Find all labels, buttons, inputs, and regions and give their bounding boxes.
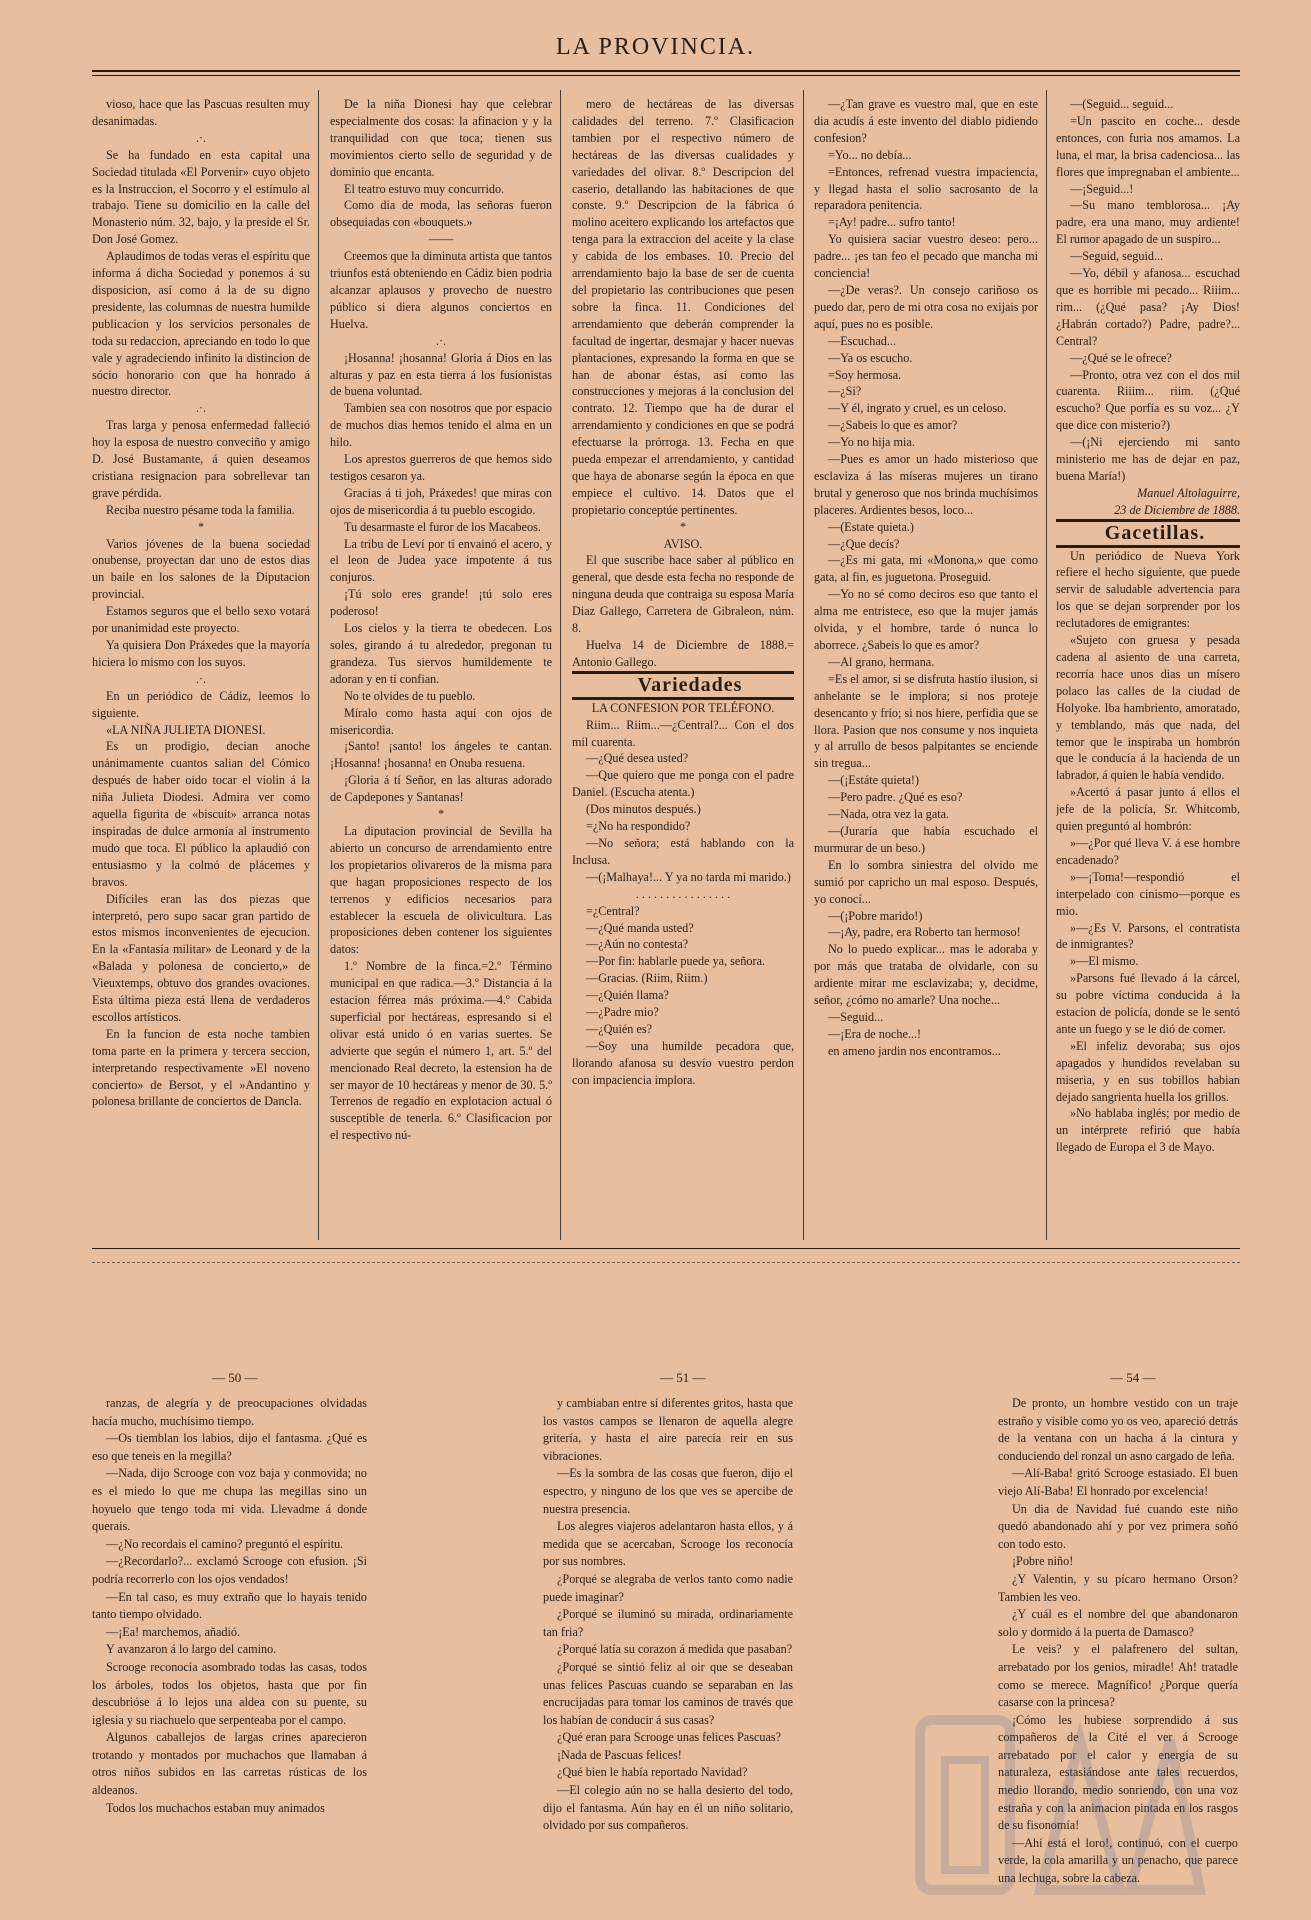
paragraph: mero de hectáreas de las diversas calidades del terreno. 7.º Clasificacion tambien por el respectivo número de hectáreas de las diversas cualidades y variedades del olivar. 8.º Descripcion del caserio, detallando las habitaciones de que conste. 9.º Descripcion de la fábrica ó molino aceitero explicando los artefactos que tenga para la extraccion del aceite y la clase y cabida de los embases. 10. Precio del arrendamiento bajo la base de ser de cuenta del propietario las contribuciones que pesen sobre la finca. 11. Condiciones del arrendamiento que deberán comprender la facultad de ingertar, desmajar y hacer nuevas plantaciones, expresando la forma en que se han de abonar éstas, así como las construcciones y mejoras á la conclusion del contrato. 12. Tiempo que ha de durar el arrendamiento y condiciones en que se podrá efectuarse la prórroga. 13. Fecha en que pueda empezar el arrendamiento, y cantidad que haya de abonarse según la época en que empiece el cultivo. 14. Datos que el propietario conceptúe pertinentes.	[572, 97, 794, 517]
paragraph: »—¿Es V. Parsons, el contratista de inmigrantes?	[1056, 920, 1240, 952]
paragraph: —¿Qué se le ofrece?	[1070, 350, 1172, 365]
paragraph: ¡Hosanna! ¡hosanna! Gloria á Dios en las alturas y paz en esta tierra á los fusionistas de buena voluntad.	[330, 350, 552, 399]
paragraph: De pronto, un hombre vestido con un traje estraño y visible como yo os veo, apareció detrás de la ventana con un hacha á la cintura y conduciendo del ronzal un asno cargado de leña.	[998, 1396, 1238, 1463]
folletin-left	[92, 1395, 367, 1885]
paragraph: No te olvides de tu pueblo.	[344, 688, 476, 703]
paragraph: »—¡Toma!—respondió el interpelado con cinismo—porque es mio.	[1056, 869, 1240, 918]
paragraph: AVISO.	[663, 536, 703, 551]
paragraph: Los alegres viajeros adelantaron hasta ellos, y á medida que se acercaban, Scrooge los reconocía por sus nombres.	[543, 1519, 793, 1569]
paragraph: ¿Qué bien le había reportado Navidad?	[557, 1765, 748, 1780]
paragraph: »—¿Por qué lleva V. á ese hombre encadenado?	[1056, 835, 1240, 867]
column-divider	[318, 90, 319, 1240]
paragraph: —(¡Ni ejerciendo mi santo ministerio me has de dejar en paz, buena María!)	[1056, 435, 1240, 483]
paragraph: —Seguid...	[828, 1009, 884, 1024]
paragraph: Algunos caballejos de largas crines aparecieron trotando y montados por muchachos que llamaban á otros niños subidos en las carretas rústicas de los aldeanos.	[92, 1730, 367, 1798]
paragraph: ¿Porqué se iluminó su mirada, ordinariamente tan fria?	[543, 1607, 793, 1639]
paragraph: —¡Era de noche...!	[828, 1026, 922, 1041]
paragraph: —Y él, ingrato y cruel, es un celoso.	[828, 401, 1007, 416]
paragraph: Estamos seguros que el bello sexo votará por unanimidad este proyecto.	[92, 604, 310, 636]
paragraph: —¿Recordarlo?... exclamó Scrooge con efusion. ¡Si podría recorrerlo con los ojos vendados!	[92, 1554, 367, 1586]
paragraph: —¡Seguid...!	[1070, 181, 1134, 196]
page-number-left: — 50 —	[212, 1370, 258, 1385]
paragraph: ¡Gloria á tí Señor, en las alturas adorado de Capdepones y Santanas!	[330, 773, 552, 805]
paragraph: »Acertó á pasar junto á ellos el jefe de la policía, Sr. Whitcomb, quien preguntó al hombrón:	[1056, 785, 1240, 834]
section-heading: Gacetillas.	[1056, 519, 1240, 548]
paragraph: —(¡Malhaya!... Y ya no tarda mi marido.)	[586, 869, 791, 884]
paragraph: ¿Y Valentin, y su pícaro hermano Orson? Tambien les veo.	[998, 1571, 1238, 1604]
paragraph: —Alí-Baba! gritó Scrooge estasiado. El buen viejo Alí-Baba! El honrado por excelencia!	[998, 1466, 1238, 1498]
paragraph: Difíciles eran las dos piezas que interpretó, pero supo sacar gran partido de estos mismos inconvenientes de ejecucion. En la «Fantasía militar» de Leonard y de la «Balada y polonesa de concierto,» de Vieuxtemps, obtuvo dos grandes ovaciones. Esta última pieza está llena de verdaderos escollos artísticos.	[92, 891, 310, 1024]
column-divider	[560, 90, 561, 1240]
paragraph: .·.	[195, 671, 207, 686]
paragraph: =¡Ay! padre... sufro tanto!	[828, 215, 956, 230]
paragraph: ¡Nada de Pascuas felices!	[557, 1747, 682, 1762]
paragraph: Le veis? y el palafrenero del sultan, arrebatado por los genios, miradle! Ah! tratadle como se merece. Magnífico! ¿Porque quería casarse con la princesa?	[998, 1642, 1238, 1710]
paragraph: Los cielos y la tierra te obedecen. Los soles, girando á tu alrededor, pregonan tu grandeza. Tus siervos humildemente te adoran y en tí confian.	[330, 621, 552, 686]
paragraph: —(¡Estáte quieta!)	[828, 773, 920, 788]
paragraph: ¿Qué eran para Scrooge unas felices Pascuas?	[557, 1730, 782, 1745]
paragraph: »No hablaba inglés; por medio de un intérprete refirió que había llegado de Europa el 3 de Mayo.	[1056, 1106, 1240, 1155]
paragraph: Aplaudimos de todas veras el espíritu que informa á dicha Sociedad y ponemos á su disposicion, así como á la de su digno presidente, las columnas de nuestra humilde publicacion y los servicios personales de toda su redaccion, apreciando en todo lo que vale y agradeciendo infinito la distincion de sócio honorario con que ha honrado á nuestro director.	[92, 249, 310, 399]
paragraph: —¿Es mi gata, mi «Monona,» que como gata, al fin, es juguetona. Proseguid.	[814, 553, 1038, 585]
paragraph: En un periódico de Cádiz, leemos lo siguiente.	[92, 688, 310, 720]
paragraph: ¡Tú solo eres grande! ¡tú solo eres poderoso!	[330, 587, 552, 619]
paragraph: Tu desarmaste el furor de los Macabeos.	[344, 519, 541, 534]
paragraph: Yo quisiera saciar vuestro deseo: pero... padre... ¡es tan feo el pecado que mancha mi conciencia!	[814, 232, 1038, 281]
paragraph: Ya quisiera Don Práxedes que la mayoría hiciera lo mismo con los suyos.	[92, 638, 310, 669]
masthead-rule	[92, 70, 1240, 76]
paragraph: LA CONFESION POR TELÉFONO.	[591, 700, 775, 715]
column-4	[814, 96, 1038, 1236]
paragraph: —Por fin: hablarle puede ya, señora.	[586, 954, 766, 969]
paragraph: «LA NIÑA JULIETA DIONESI.	[106, 722, 266, 737]
paragraph: —¿De veras?. Un consejo cariñoso os puedo dar, pero de mi otra cosa no exijais por aquí, pues no es posible.	[814, 282, 1038, 331]
paragraph: »—El mismo.	[1070, 954, 1139, 969]
paragraph: *	[437, 807, 445, 822]
paragraph: —¿Que decís?	[828, 536, 900, 551]
paragraph: »El infeliz devoraba; sus ojos apagados y hundidos revelaban su miseria, y en sus tobillos habian dejado sangrienta huella los grillos.	[1056, 1038, 1240, 1104]
paragraph: Scrooge reconocía asombrado todas las casas, todos los árboles, todos los objetos, hasta que por fin descubrióse á lo lejos una aldea con su puente, su iglesia y su riachuelo que serpenteaba por el campo.	[92, 1659, 367, 1727]
paragraph: La diputacion provincial de Sevilla ha abierto un concurso de arrendamiento entre los propietarios olivareros de la misma para que hagan proposiciones respecto de los terrenos y edificios necesarios para establecer la escuela de olivicultura. Las proposiciones deben contener los siguientes datos:	[330, 823, 552, 957]
paragraph: —¿Qué desea usted?	[586, 751, 689, 766]
paragraph: .·.	[195, 401, 207, 416]
paragraph: —¿Padre mio?	[586, 1005, 659, 1020]
paragraph: «Sujeto con gruesa y pesada cadena al asiento de una carreta, recorría hace unos dias un mísero polaco las calles de la ciudad de Holyoke. Iba hambriento, amoratado, y temblando, más que nada, del temor que le inspiraba un hombrón que le conducía á la hacienda de un labrador, á quien le había vendido.	[1056, 633, 1240, 783]
paragraph: —El colegio aún no se halla desierto del todo, dijo el fantasma. Aún hay en él un niño solitario, olvidado por sus compañeros.	[543, 1783, 793, 1833]
paragraph: *	[679, 519, 687, 534]
paragraph: —Pero padre. ¿Qué es eso?	[828, 790, 963, 805]
paragraph: .·.	[435, 333, 447, 348]
paragraph: —Ahí está el loro!, continuó, con el cuerpo verde, la cola amarilla y un penacho, que parece una lechuga, sobre la cabeza.	[998, 1835, 1238, 1885]
paragraph: vioso, hace que las Pascuas resulten muy desanimadas.	[92, 97, 310, 128]
paragraph: El que suscribe hace saber al público en general, que desde esta fecha no responde de ninguna deuda que contraiga su esposa María Diaz Gallego, Carretera de Gibraleon, núm. 8.	[572, 553, 794, 636]
paragraph: (Dos minutos después.)	[586, 802, 701, 817]
page-number-middle: — 51 —	[660, 1370, 706, 1385]
paragraph: ¡Santo! ¡santo! los ángeles te cantan. ¡Hosanna! ¡hosanna! en Onuba resuena.	[330, 739, 552, 771]
paragraph: —Yo no sé como deciros eso que tanto el alma me entristece, eso que la mujer jamás olvida, y el hombre, tarde ó nunca lo aborrece. ¿Sabeis lo que es amor?	[814, 587, 1038, 652]
paragraph: 23 de Diciembre de 1888.	[1114, 502, 1240, 517]
paragraph: =Entonces, refrenad vuestra impaciencia, y llegad hasta el solio sacrosanto de la reparadora penitencia.	[814, 164, 1038, 213]
paragraph: De la niña Dionesi hay que celebrar especialmente dos cosas: la afinacion y y la tranquilidad con que toca; tienen sus movimientos cierto sello de seguridad y de dominio que encanta.	[330, 97, 552, 179]
paragraph: —¿Quién es?	[586, 1021, 652, 1036]
paragraph: Todos los muchachos estaban muy animados	[106, 1800, 325, 1815]
paragraph: —(¡Pobre marido!)	[828, 908, 923, 923]
fold-line	[92, 1262, 1240, 1263]
paragraph: —Que quiero que me ponga con el padre Daniel. (Escucha atenta.)	[572, 768, 794, 800]
paragraph: En lo sombra siniestra del olvido me sumió por capricho un mal esposo. Después, yo conocí...	[814, 857, 1038, 906]
paragraph: Un dia de Navidad fué cuando este niño quedó abandonado ahí y por vez primera soñó con todo esto.	[998, 1501, 1238, 1551]
paragraph: Riim... Riim...—¿Central?... Con el dos mil cuarenta.	[572, 717, 794, 749]
paragraph: —¿Aún no contesta?	[586, 937, 689, 952]
paragraph: =Soy hermosa.	[828, 367, 902, 382]
paragraph: Es un prodigio, decian anoche unánimamente cuantos salian del Cómico después de haber oido tocar el violin á la niña Julieta Diodesi. Admira ver como aquella figurita de «biscuit» arranca notas inspiradas de dulce armonía al instrumento mudo que toca. El público la aplaudió con entusiasmo y la colmó de plácemes y bravos.	[92, 739, 310, 889]
paragraph: —Su mano temblorosa... ¡Ay padre, era una mano, muy ardiente! El rumor apagado de un suspiro...	[1056, 198, 1240, 247]
masthead: LA PROVINCIA.	[555, 34, 756, 60]
paragraph: —Yo no hija mia.	[828, 435, 915, 450]
paragraph: y cambiaban entre sí diferentes gritos, hasta que los vastos campos se llenaron de aquella alegre gritería, y hasta el aire parecía reir en sus vibraciones.	[543, 1396, 793, 1463]
page-number-right: — 54 —	[1110, 1370, 1156, 1385]
paragraph: En la funcion de esta noche tambien toma parte en la primera y tercera seccion, interpretando respectivamente »El noveno concierto» de Bersot, y el »Andantino y polonesa brillante de conciertos de Dancla.	[92, 1026, 310, 1109]
paragraph: —¿Sabeis lo que es amor?	[828, 418, 958, 433]
paragraph: Un periódico de Nueva York refiere el hecho siguiente, que puede servir de saludable advertencia para los que se dejan sorprender por los reclutadores de emigrantes:	[1056, 548, 1240, 631]
paragraph: =¿No ha respondido?	[586, 819, 691, 834]
paragraph: .·.	[195, 130, 207, 145]
paragraph: Y avanzaron á lo largo del camino.	[106, 1642, 277, 1657]
paragraph: ¿Y cuál es el nombre del que abandonaron solo y dormido á la puerta de Damasco?	[998, 1607, 1238, 1639]
paragraph: —En tal caso, es muy extraño que lo hayais tenido tanto tiempo olvidado.	[92, 1589, 367, 1622]
paragraph: ¡Pobre niño!	[1012, 1554, 1074, 1569]
paragraph: Huelva 14 de Diciembre de 1888.= Antonio Gallego.	[572, 638, 794, 669]
column-divider	[1046, 90, 1047, 1240]
column-3	[572, 96, 794, 1236]
paragraph: Gracias á ti joh, Práxedes! que miras con ojos de misericordia á tu pueblo escogido.	[330, 485, 552, 517]
paragraph: Míralo como hasta aquí con ojos de misericordia.	[330, 705, 552, 737]
paragraph: —¿Tan grave es vuestro mal, que en este dia acudís á este invento del diablo pidiendo confesion?	[814, 97, 1038, 145]
paragraph: —Soy una humilde pecadora que, llorando afanosa su desvío vuestro perdon con impaciencia implora.	[572, 1038, 794, 1087]
paragraph: . . . . . . . . . . . . . . . .	[635, 886, 731, 901]
paragraph: El teatro estuvo muy concurrido.	[344, 181, 505, 196]
paragraph: —Pronto, otra vez con el dos mil cuarenta. Riiim... riim. (¿Qué escucho? Que porfía es su voz... ¿Y que dice con misterio?)	[1056, 367, 1240, 433]
paragraph: Como dia de moda, las señoras fueron obsequiadas con «bouquets.»	[330, 198, 552, 230]
paragraph: »Parsons fué llevado á la cárcel, su pobre víctima conducida á la estacion de policía, donde se le sentó ante un fuego y se le dió de comer.	[1056, 971, 1240, 1036]
paragraph: —(Juraría que había escuchado el murmurar de un beso.)	[814, 823, 1038, 855]
paragraph: =Yo... no debía...	[828, 147, 912, 162]
paragraph: ¿Porqué latía su corazon á medida que pasaban?	[557, 1642, 793, 1657]
paragraph: ranzas, de alegría y de preocupaciones olvidadas hacía mucho, muchísimo tiempo.	[92, 1396, 367, 1428]
paragraph: —¿Qué manda usted?	[586, 920, 694, 935]
paragraph: —Gracias. (Riim, Riim.)	[586, 971, 708, 986]
paragraph: —No señora; está hablando con la Inclusa.	[572, 835, 794, 867]
paragraph: ¿Porqué se alegraba de verlos tanto como nadie puede imaginar?	[543, 1571, 793, 1604]
library-stamp-icon	[900, 1700, 1210, 1900]
paragraph: =Es el amor, si se disfruta hastío ilusion, si anhelante se le implora; si nos proteje desencanto y frío; si nos hiere, perfidia que se llora. Pasion que nos consume y nos inquieta y al arrullo de besos palpitantes se enciende sin tregua...	[814, 671, 1038, 771]
section-rule	[92, 1248, 1240, 1249]
paragraph: Varios jóvenes de la buena sociedad onubense, proyectan dar uno de estos dias un baile en los salones de la Diputacion provincial.	[92, 536, 310, 602]
paragraph: La tribu de Leví por tí envainó el acero, y el leon de Judea yace impotente á tus conjuros.	[330, 536, 552, 585]
column-1	[92, 96, 310, 1236]
folletin-middle	[543, 1395, 793, 1885]
paragraph: Tras larga y penosa enfermedad falleció hoy la esposa de nuestro conveciño y amigo D. José Bustamante, á quien deseamos cristiana resignacion para sobrellevar tan grave pérdida.	[92, 418, 310, 500]
column-5	[1056, 96, 1240, 1236]
paragraph: —(Seguid... seguid...	[1070, 97, 1174, 111]
paragraph: =Un pascito en coche... desde entonces, con furia nos amamos. La luna, el mar, la brisa cadenciosa... las flores que impregnaban el ambiente...	[1056, 113, 1240, 179]
paragraph: Se ha fundado en esta capital una Sociedad titulada «El Porvenir» cuyo objeto es la Instruccion, el Socorro y el estímulo al trabajo. Tiene su domicilio en la calle del Monasterio núm. 32, bajo, y la preside el Sr. Don José Gomez.	[92, 147, 310, 247]
paragraph: =¿Central?	[586, 903, 640, 918]
paragraph: —Nada, otra vez la gata.	[828, 807, 950, 822]
paragraph: 1.º Nombre de la finca.=2.º Término municipal en que radica.—3.º Distancia á la estacion férrea más próxima.—4.º Cabida superficial por hectáreas, espresando si el olivar está unido ó en varias suertes. Se advierte que según el número 1, art. 5.º del mencionado Real decreto, la estension ha de ser mayor de 10 hectáreas y menor de 30. 5.º Terrenos de regadío en explotacion actual ó susceptible de tenerla. 6.º Clasificacion por el respectivo nú-	[330, 959, 552, 1143]
paragraph: —¡Ea! marchemos, añadió.	[106, 1624, 241, 1639]
paragraph: —Es la sombra de las cosas que fueron, dijo el espectro, y ninguno de los que ves se apercibe de nuestra presencia.	[543, 1466, 793, 1516]
paragraph: Reciba nuestro pésame toda la familia.	[106, 502, 295, 517]
paragraph: —Ya os escucho.	[828, 350, 913, 365]
paragraph: —¡Ay, padre, era Roberto tan hermoso!	[828, 925, 1021, 940]
paragraph: Manuel Altolaguirre,	[1137, 485, 1240, 500]
paragraph: Los aprestos guerreros de que hemos sido testigos cesaron ya.	[330, 452, 552, 483]
paragraph: —Pues es amor un hado misterioso que esclaviza á las míseras mujeres un tirano brutal y generoso que nos brinda muchísimos placeres. Ardientes besos, loco...	[814, 452, 1038, 517]
paragraph: *	[197, 519, 205, 534]
paragraph: —Yo, débil y afanosa... escuchad que es horrible mi pecado... Riiim... rim... (¿Qué pasa? ¡Ay Dios! ¿Habrán cortado?) Padre, padre?... Central?	[1056, 266, 1240, 348]
column-divider	[803, 90, 804, 1240]
paragraph: —Escuchad...	[828, 333, 897, 348]
paragraph: —Os tiemblan los labios, dijo el fantasma. ¿Qué es eso que teneis en la megilla?	[92, 1431, 367, 1463]
section-heading: Variedades	[572, 671, 794, 700]
paragraph: ¡Cómo les hubiese sorprendido á sus compañeros de la Cité el ver á Scrooge arrebatado por el calor y energía de su naturaleza, estasiándose ante tales recuerdos, medio llorando, medio sonriendo, con una voz estraña y con la animacion pintada en los rasgos de su fisonomía!	[998, 1712, 1238, 1833]
paragraph: —¿Sí?	[828, 384, 862, 399]
paragraph: —Seguid, seguid...	[1070, 249, 1164, 264]
paragraph: —¿No recordais el camino? preguntó el espíritu.	[106, 1536, 344, 1551]
paragraph: Creemos que la diminuta artista que tantos triunfos está obteniendo en Cádiz bien podria alcanzar aplausos y provecho de nuestro público si diera algunos conciertos en Huelva.	[330, 249, 552, 331]
paragraph: —Nada, dijo Scrooge con voz baja y conmovida; no es el miedo lo que me chupa las megillas sino un hoyuelo que tengo toda mi vida. Llevadme á donde querais.	[92, 1466, 367, 1534]
paragraph: en ameno jardin nos encontramos...	[828, 1043, 1001, 1058]
paragraph: —Al grano, hermana.	[828, 654, 935, 669]
paragraph: —(Estate quieta.)	[828, 519, 914, 534]
column-2	[330, 96, 552, 1236]
paragraph: ——	[428, 232, 454, 247]
paragraph: —¿Quién llama?	[586, 988, 669, 1003]
paragraph: No lo puedo explicar... mas le adoraba y por más que trataba de olvidarle, con su ardiente mirar me esclavizaba; y, decidme, señor, ¿cómo no amarle? Una noche...	[814, 942, 1038, 1008]
paragraph: ¿Porqué se sintió feliz al oir que se deseaban unas felices Pascuas cuando se separaban en las encrucijadas para tomar los caminos de través que los habían de conducir á sus casas?	[543, 1659, 793, 1727]
paragraph: Tambien sea con nosotros que por espacio de muchos dias hemos tenido el alma en un hilo.	[330, 401, 552, 450]
